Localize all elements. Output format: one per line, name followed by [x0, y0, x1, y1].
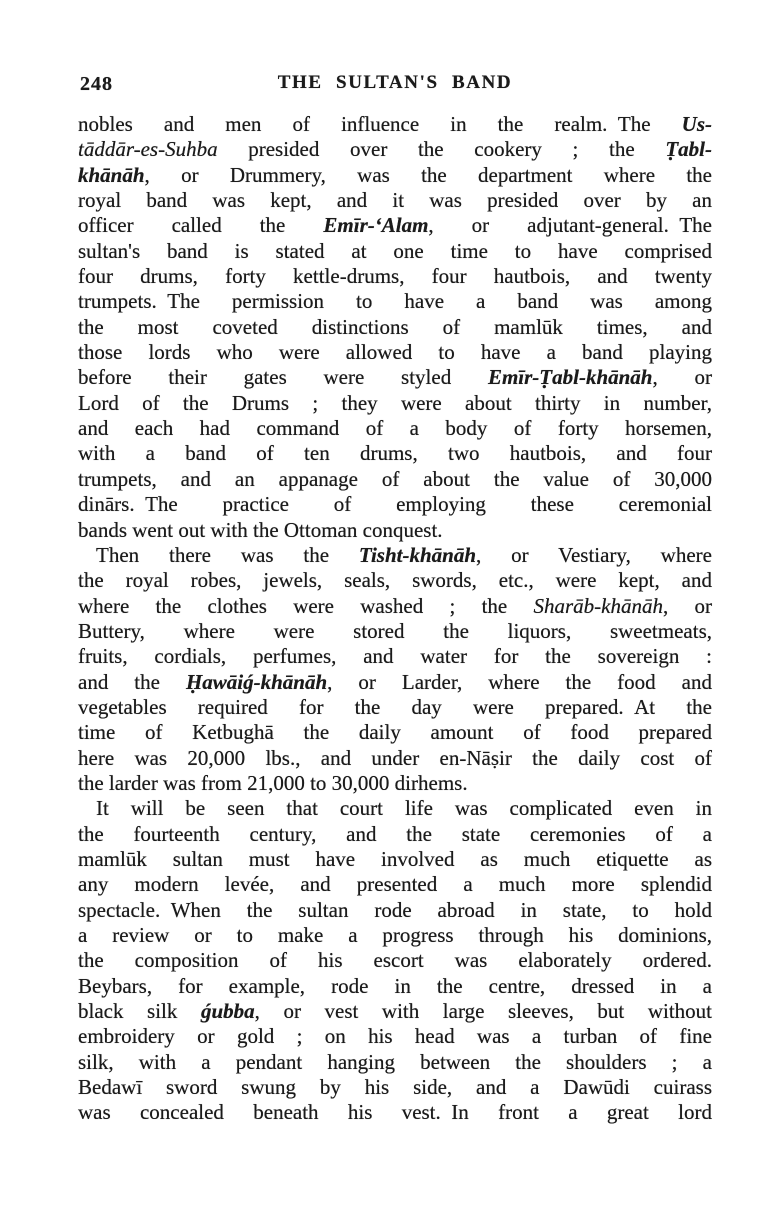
text-run: black silk: [78, 999, 201, 1024]
text-line: [78, 340, 712, 365]
text-run: Buttery, where were stored the liquors, sweetmeats,: [78, 618, 712, 643]
text-run: a review or to make a progress through his dominions,: [78, 923, 712, 947]
page-body: [78, 112, 712, 1126]
text-line: [78, 518, 712, 543]
text-run: the most coveted distinctions of mamlūk times, and: [78, 314, 712, 339]
text-run: Beybars, for example, rode in the centre, dressed in a: [78, 973, 712, 998]
text-run: the composition of his escort was elaborately ordered.: [78, 948, 712, 973]
text-line: [78, 872, 712, 897]
foreign-term: Emīr-‘Alam: [323, 213, 429, 238]
text-line: [78, 822, 712, 847]
text-line: [78, 239, 712, 264]
text-run: , or adjutant-general. The: [428, 213, 712, 238]
text-line: [78, 974, 712, 999]
text-run: bands went out with the Ottoman conquest.: [78, 517, 443, 542]
text-run: the fourteenth century, and the state ceremonies of a: [78, 821, 712, 846]
text-run: mamlūk sultan must have involved as much etiquette as: [78, 846, 712, 871]
text-line: [78, 948, 712, 973]
text-run: trumpets. The permission to have a band was among: [78, 289, 712, 314]
running-title: THE SULTAN'S BAND: [277, 72, 513, 93]
text-line: [78, 441, 712, 466]
text-line: [78, 163, 712, 188]
text-line: [78, 644, 712, 669]
page-number: 248: [80, 73, 113, 95]
text-line: [78, 289, 712, 314]
text-line: [78, 543, 712, 568]
text-run: , or Larder, where the food and: [327, 669, 712, 694]
text-run: Lord of the Drums ; they were about thirty in number,: [78, 390, 712, 415]
text-run: the royal robes, jewels, seals, swords, etc., were kept, and: [78, 568, 712, 593]
text-run: those lords who were allowed to have a band playing: [78, 340, 712, 365]
paragraph: [78, 796, 712, 1125]
text-line: [78, 264, 712, 289]
running-head: [78, 72, 712, 98]
text-run: Then there was the: [96, 542, 359, 567]
text-run: , or: [652, 365, 712, 390]
text-line: [78, 1024, 712, 1049]
paragraph: [78, 112, 712, 543]
text-line: [78, 746, 712, 771]
text-line: [78, 365, 712, 390]
text-run: Bedawī sword swung by his side, and a Dawūdi cuirass: [78, 1075, 712, 1100]
text-line: [78, 923, 712, 948]
text-run: here was 20,000 lbs., and under en-Nāṣir the daily cost of: [78, 745, 712, 770]
text-line: [78, 670, 712, 695]
text-line: [78, 771, 712, 796]
foreign-term: ǵubba: [200, 999, 255, 1024]
text-line: [78, 1100, 712, 1125]
text-line: [78, 898, 712, 923]
text-run: spectacle. When the sultan rode abroad in state, to hold: [78, 897, 712, 922]
foreign-term: Ṭabl-: [665, 137, 712, 162]
text-run: and the: [78, 669, 186, 694]
text-line: [78, 619, 712, 644]
text-line: [78, 1050, 712, 1075]
text-run: It will be seen that court life was complicated even in: [96, 796, 712, 821]
text-line: [78, 112, 712, 137]
text-run: , or vest with large sleeves, but without: [254, 999, 712, 1024]
foreign-term: Us-: [681, 112, 712, 136]
text-line: [78, 796, 712, 821]
text-run: , or Drummery, was the department where the: [144, 162, 712, 187]
foreign-term: Tisht-khānāh: [358, 542, 477, 567]
text-line: [78, 467, 712, 492]
text-run: fruits, cordials, perfumes, and water for the sovereign :: [78, 644, 712, 669]
text-run: silk, with a pendant hanging between the shoulders ; a: [78, 1049, 712, 1074]
text-run: dinārs. The practice of employing these ceremonial: [78, 492, 712, 517]
text-line: [78, 594, 712, 619]
text-run: where the clothes were washed ; the: [78, 593, 534, 618]
text-line: [78, 695, 712, 720]
foreign-term: khānāh: [78, 162, 145, 187]
text-line: [78, 137, 712, 162]
foreign-term: Emīr-Ṭabl-khānāh: [487, 365, 653, 390]
text-line: [78, 720, 712, 745]
text-line: [78, 847, 712, 872]
text-run: embroidery or gold ; on his head was a turban of fine: [78, 1024, 712, 1049]
text-run: the larder was from 21,000 to 30,000 dirhems.: [78, 770, 468, 795]
text-run: before their gates were styled: [78, 365, 488, 390]
text-run: time of Ketbughā the daily amount of food prepared: [78, 720, 712, 745]
text-line: [78, 1075, 712, 1100]
text-line: [78, 213, 712, 238]
text-line: [78, 315, 712, 340]
text-line: [78, 391, 712, 416]
text-run: any modern levée, and presented a much more splendid: [78, 872, 712, 897]
text-run: nobles and men of influence in the realm. The: [78, 112, 682, 136]
text-run: with a band of ten drums, two hautbois, and four: [78, 441, 712, 466]
foreign-term: tāddār-es-Suhba: [78, 137, 218, 162]
text-run: four drums, forty kettle-drums, four hautbois, and twenty: [78, 264, 712, 289]
foreign-term: Sharāb-khānāh: [533, 593, 663, 618]
text-run: vegetables required for the day were prepared. At the: [78, 694, 712, 719]
text-run: and each had command of a body of forty horsemen,: [78, 416, 712, 441]
paragraph: [78, 543, 712, 796]
text-run: , or Vestiary, where: [476, 542, 712, 567]
text-run: royal band was kept, and it was presided over by an: [78, 188, 712, 213]
text-line: [78, 568, 712, 593]
text-line: [78, 999, 712, 1024]
text-line: [78, 492, 712, 517]
text-run: trumpets, and an appanage of about the value of 30,000: [78, 466, 712, 491]
text-run: officer called the: [78, 213, 324, 238]
text-run: was concealed beneath his vest. In front a great lord: [78, 1100, 712, 1125]
text-line: [78, 188, 712, 213]
text-run: sultan's band is stated at one time to have comprised: [78, 238, 712, 263]
text-line: [78, 416, 712, 441]
foreign-term: Ḥawāiǵ-khānāh: [185, 669, 328, 694]
text-run: presided over the cookery ; the: [217, 137, 666, 162]
text-run: , or: [663, 593, 712, 618]
